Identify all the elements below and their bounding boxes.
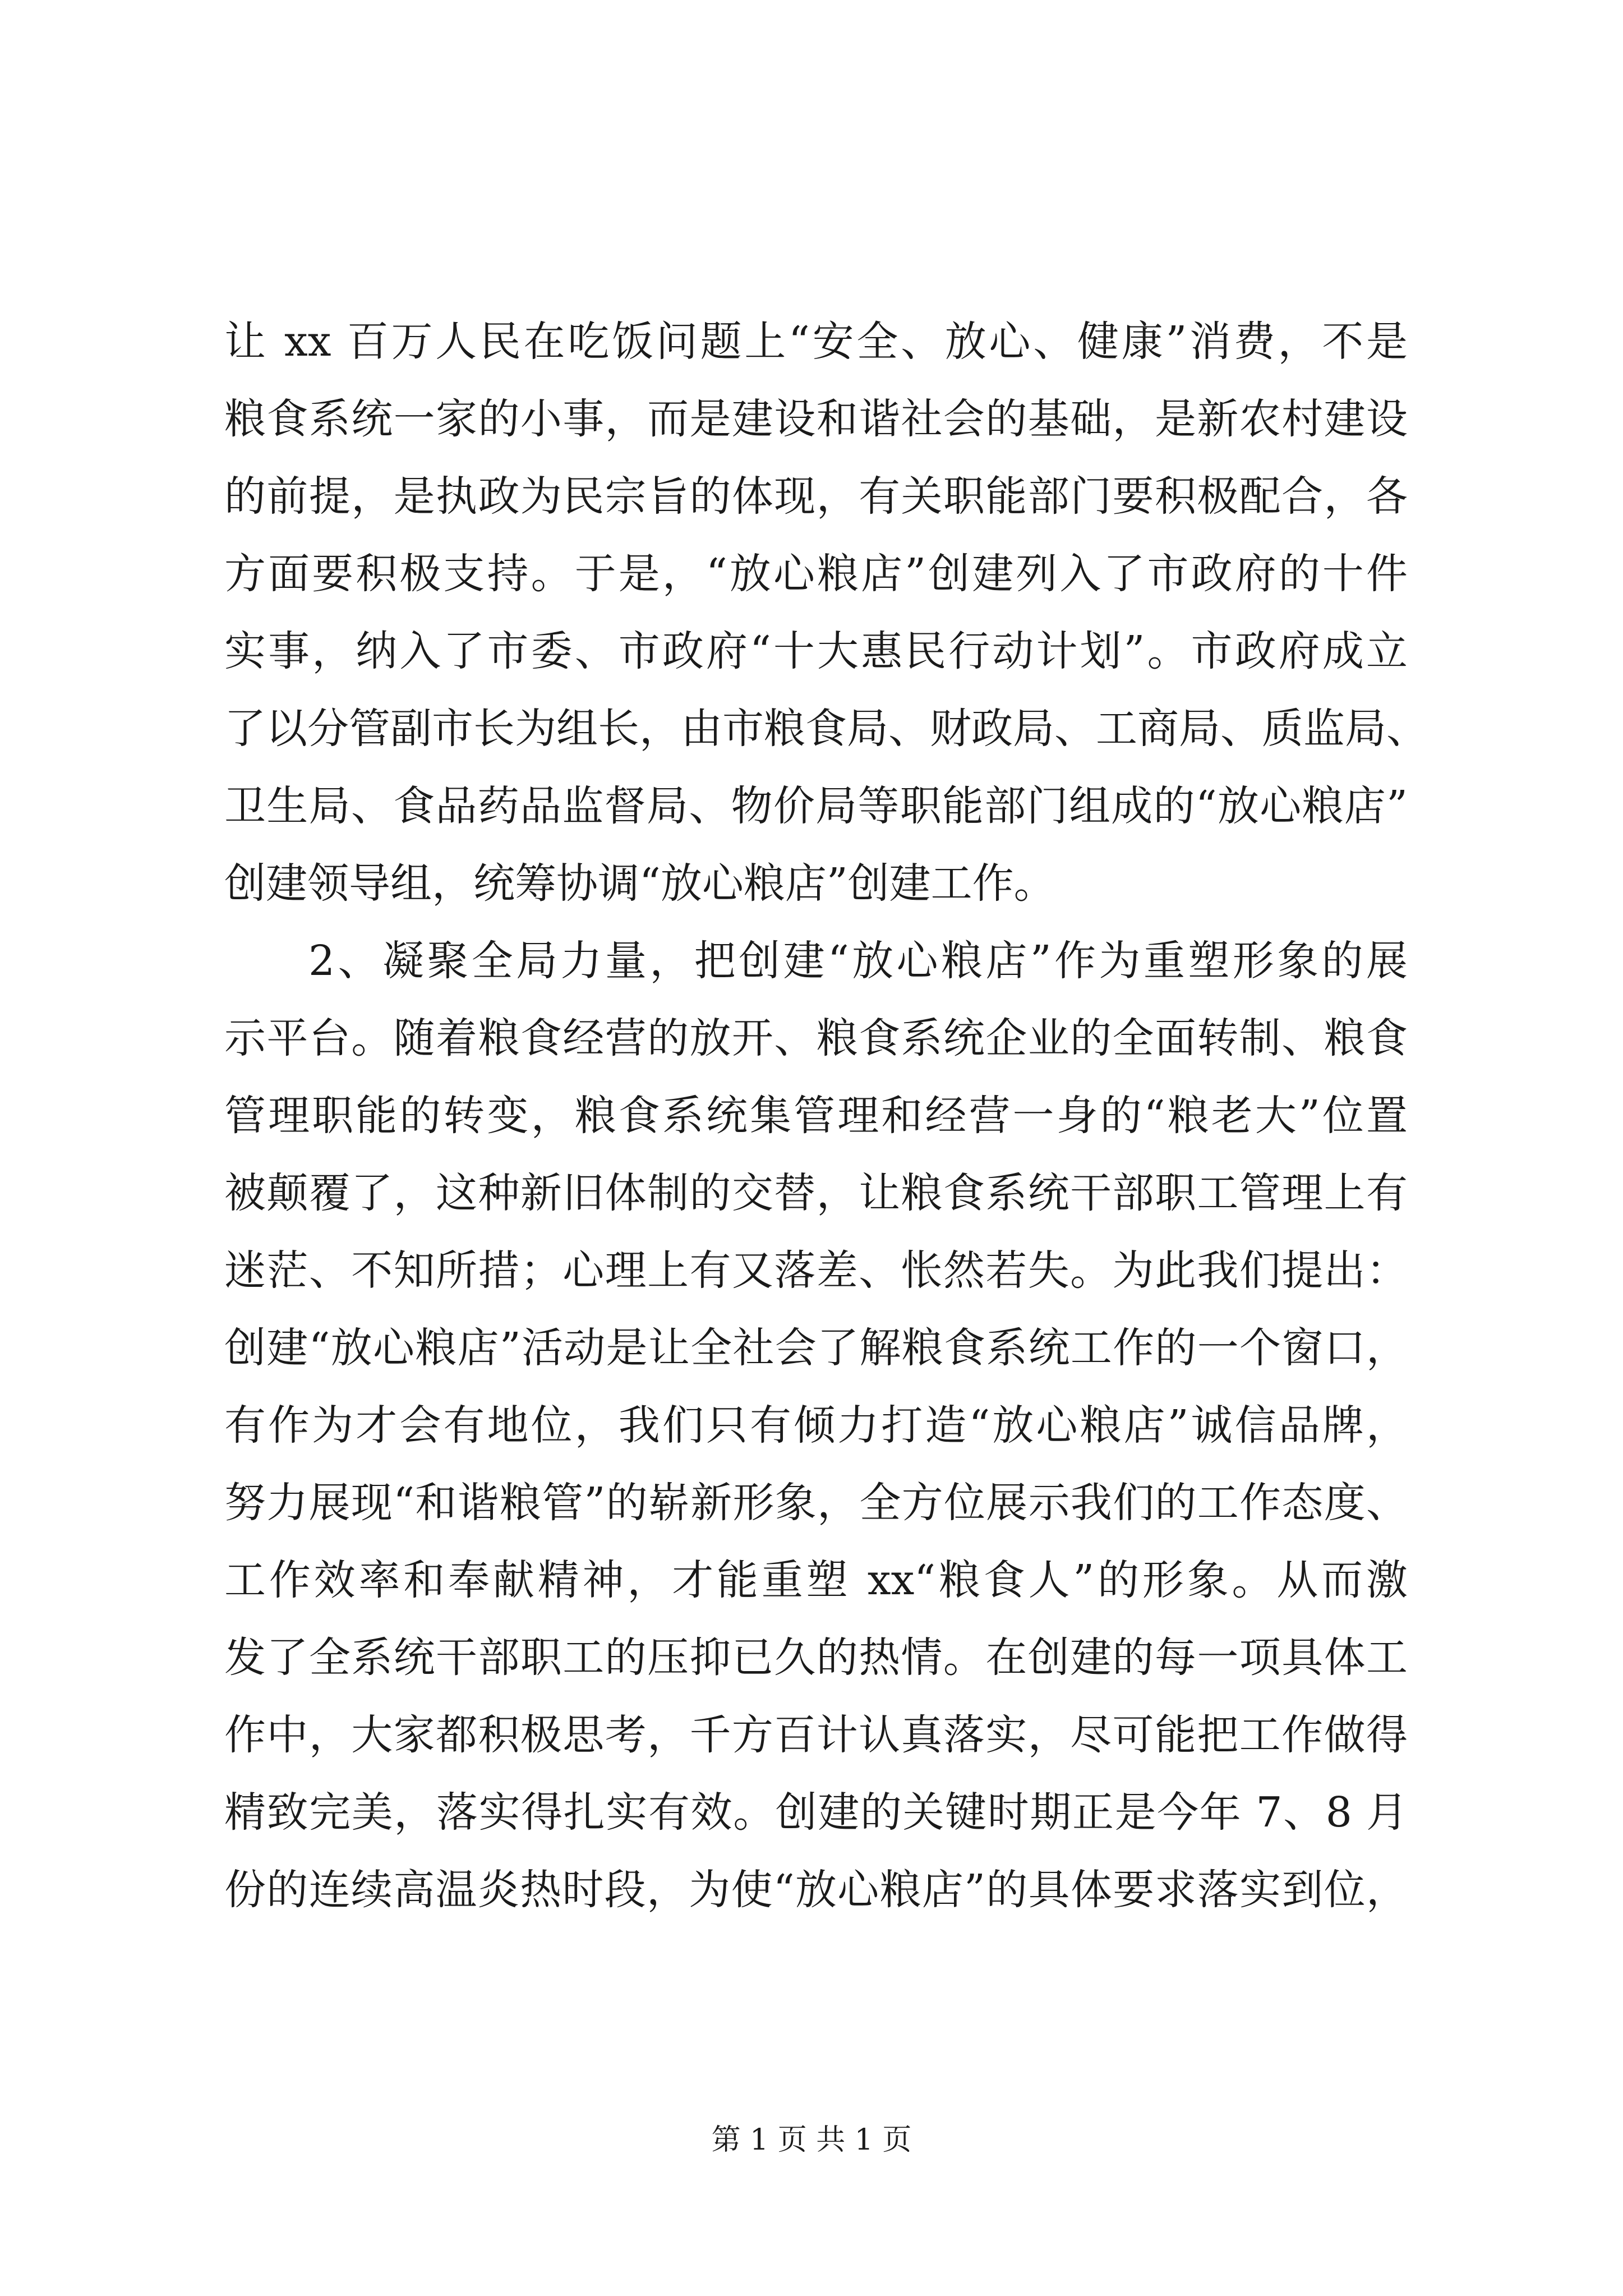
text-line: 工作效率和奉献精神，才能重塑 xx“粮食人”的形象。从而激 <box>224 1556 1408 1604</box>
text-line: 份的连续高温炎热时段，为使“放心粮店”的具体要求落实到位， <box>224 1866 1408 1914</box>
text-line: 粮食系统一家的小事，而是建设和谐社会的基础，是新农村建设 <box>224 395 1408 443</box>
text-line: 方面要积极支持。于是，“放心粮店”创建列入了市政府的十件 <box>224 550 1408 598</box>
text-line: 被颠覆了，这种新旧体制的交替，让粮食系统干部职工管理上有 <box>224 1169 1408 1217</box>
text-line: 卫生局、食品药品监督局、物价局等职能部门组成的“放心粮店” <box>224 782 1408 830</box>
paragraph-first-line: 2、凝聚全局力量，把创建“放心粮店”作为重塑形象的展 <box>308 937 1408 985</box>
document-body <box>224 303 1428 1929</box>
text-line: 迷茫、不知所措；心理上有又落差、怅然若失。为此我们提出： <box>224 1246 1408 1295</box>
text-line: 管理职能的转变，粮食系统集管理和经营一身的“粮老大”位置 <box>224 1092 1408 1140</box>
page-footer <box>0 2120 1623 2160</box>
text-line: 发了全系统干部职工的压抑已久的热情。在创建的每一项具体工 <box>224 1634 1408 1682</box>
text-line: 创建“放心粮店”活动是让全社会了解粮食系统工作的一个窗口， <box>224 1324 1408 1372</box>
text-line: 作中，大家都积极思考，千方百计认真落实，尽可能把工作做得 <box>224 1711 1408 1759</box>
page-number-label: 第 1 页 共 1 页 <box>711 2123 912 2157</box>
text-line: 有作为才会有地位，我们只有倾力打造“放心粮店”诚信品牌， <box>224 1401 1408 1450</box>
text-line: 示平台。随着粮食经营的放开、粮食系统企业的全面转制、粮食 <box>224 1014 1408 1062</box>
text-line: 实事，纳入了市委、市政府“十大惠民行动计划”。市政府成立 <box>224 627 1408 675</box>
text-line: 的前提，是执政为民宗旨的体现，有关职能部门要积极配合，各 <box>224 472 1408 521</box>
text-line: 努力展现“和谐粮管”的崭新形象，全方位展示我们的工作态度、 <box>224 1479 1408 1527</box>
text-line: 创建领导组，统筹协调“放心粮店”创建工作。 <box>224 859 1055 908</box>
text-line: 让 xx 百万人民在吃饭问题上“安全、放心、健康”消费，不是 <box>224 318 1408 366</box>
text-line: 精致完美，落实得扎实有效。创建的关键时期正是今年 7、8 月 <box>224 1788 1408 1837</box>
text-line: 了以分管副市长为组长，由市粮食局、财政局、工商局、质监局、 <box>224 705 1428 753</box>
